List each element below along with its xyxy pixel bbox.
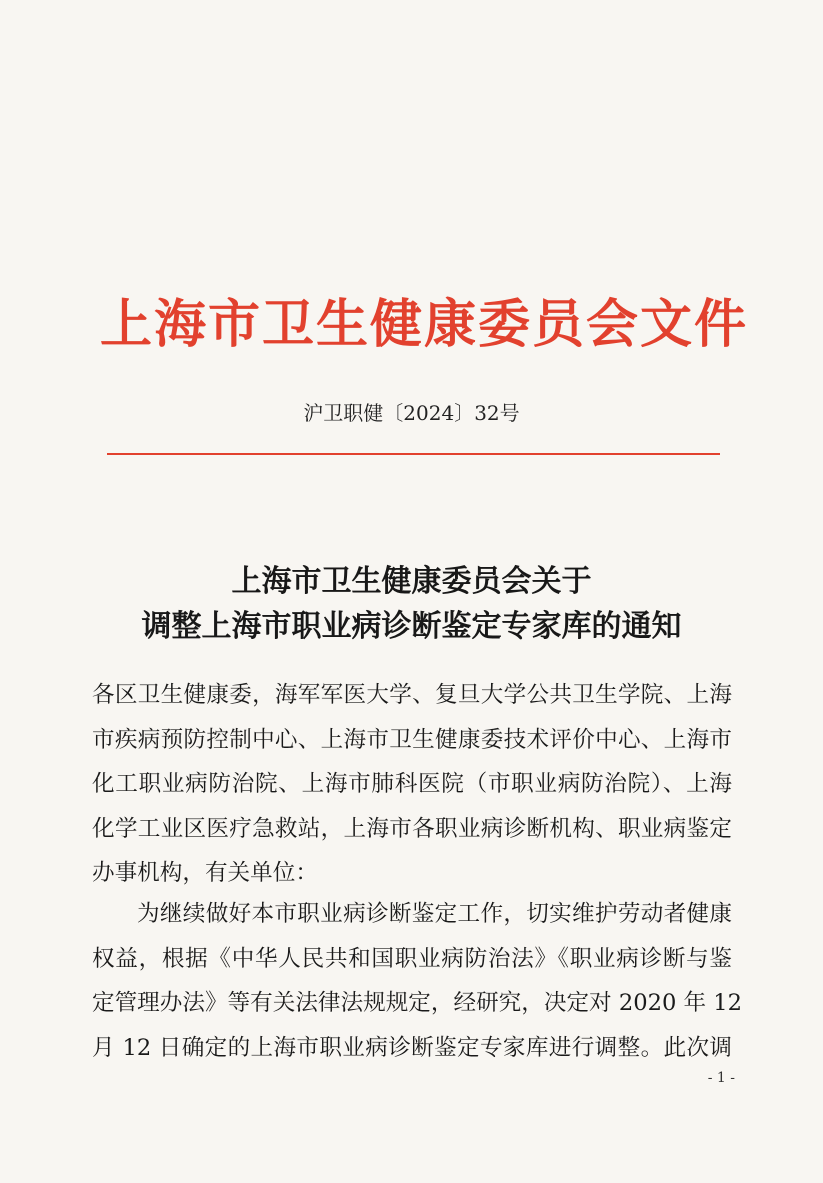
header-divider (107, 453, 720, 455)
subject-line-1: 上海市卫生健康委员会关于 (231, 564, 592, 599)
document-number: 沪卫职健〔2024〕32号 (303, 401, 520, 425)
paragraph-line: 权益，根据《中华人民共和国职业病防治法》《职业病诊断与鉴 (92, 945, 732, 972)
recipients-line: 化学工业区医疗急救站，上海市各职业病诊断机构、职业病鉴定 (92, 815, 732, 842)
recipients-line: 市疾病预防控制中心、上海市卫生健康委技术评价中心、上海市 (92, 726, 732, 753)
page-number: - 1 - (707, 1070, 735, 1086)
recipients-block (92, 673, 732, 896)
document-header-title: 上海市卫生健康委员会文件 (100, 294, 749, 355)
subject-line-2: 调整上海市职业病诊断鉴定专家库的通知 (141, 609, 682, 644)
paragraph-line: 为继续做好本市职业病诊断鉴定工作，切实维护劳动者健康 (137, 901, 732, 927)
body-paragraph (92, 892, 743, 1070)
paragraph-line: 定管理办法》等有关法律法规规定，经研究，决定对 2020 年 12 (92, 990, 743, 1016)
recipients-line: 各区卫生健康委，海军军医大学、复旦大学公共卫生学院、上海 (92, 682, 732, 708)
recipients-line: 化工职业病防治院、上海市肺科医院（市职业病防治院）、上海 (92, 771, 732, 797)
recipients-line: 办事机构，有关单位： (92, 860, 318, 886)
paragraph-line: 月 12 日确定的上海市职业病诊断鉴定专家库进行调整。此次调 (92, 1034, 732, 1061)
